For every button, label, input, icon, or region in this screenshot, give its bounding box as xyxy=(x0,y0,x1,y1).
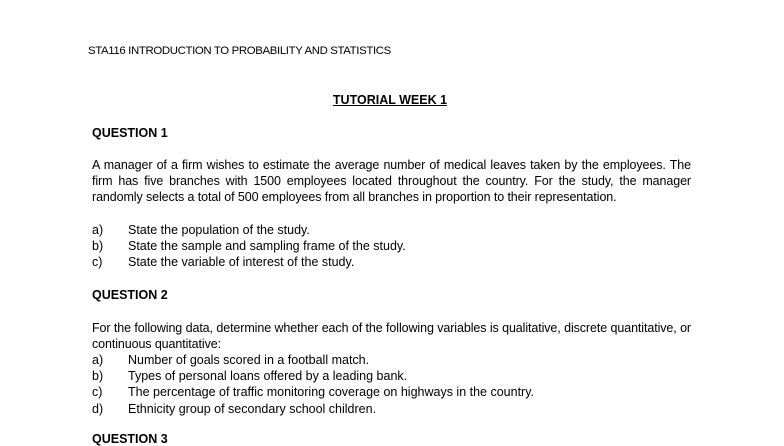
item-marker: c) xyxy=(92,255,103,270)
question-2-text: For the following data, determine whether each of the following variables is qualitative, discrete quantitative, or continuous quantitative: xyxy=(92,321,691,352)
page-title: TUTORIAL WEEK 1 xyxy=(332,93,448,107)
item-text: Types of personal loans offered by a leading bank. xyxy=(128,369,408,384)
list-item xyxy=(92,401,692,417)
list-item xyxy=(92,384,692,400)
item-marker: c) xyxy=(92,385,103,400)
item-text: State the variable of interest of the study. xyxy=(128,255,355,270)
question-1-heading: QUESTION 1 xyxy=(92,126,168,140)
item-marker: d) xyxy=(92,401,104,416)
item-text: Number of goals scored in a football match. xyxy=(128,353,370,367)
course-header: STA116 INTRODUCTION TO PROBABILITY AND STATISTICS xyxy=(88,45,391,57)
question-1-items xyxy=(92,222,692,271)
question-1-text: A manager of a firm wishes to estimate the average number of medical leaves taken by the employees. The firm has five branches with 1500 employees located throughout the country. For the study, the manager randomly selects a total of 500 employees from all branches in proportion to their representation. xyxy=(92,158,691,205)
item-text: The percentage of traffic monitoring coverage on highways in the country. xyxy=(128,385,535,400)
item-marker: a) xyxy=(92,353,104,367)
item-marker: a) xyxy=(92,223,104,237)
list-item xyxy=(92,238,692,254)
item-marker: b) xyxy=(92,239,104,254)
question-2-items xyxy=(92,352,692,417)
list-item xyxy=(92,368,692,384)
question-2-heading: QUESTION 2 xyxy=(92,288,168,302)
item-marker: b) xyxy=(92,369,104,384)
question-3-heading: QUESTION 3 xyxy=(92,432,168,446)
item-text: State the sample and sampling frame of the study. xyxy=(128,239,406,254)
list-item xyxy=(92,222,692,238)
list-item xyxy=(92,254,692,270)
list-item xyxy=(92,352,692,368)
item-text: Ethnicity group of secondary school children. xyxy=(128,401,377,416)
item-text: State the population of the study. xyxy=(128,223,310,237)
